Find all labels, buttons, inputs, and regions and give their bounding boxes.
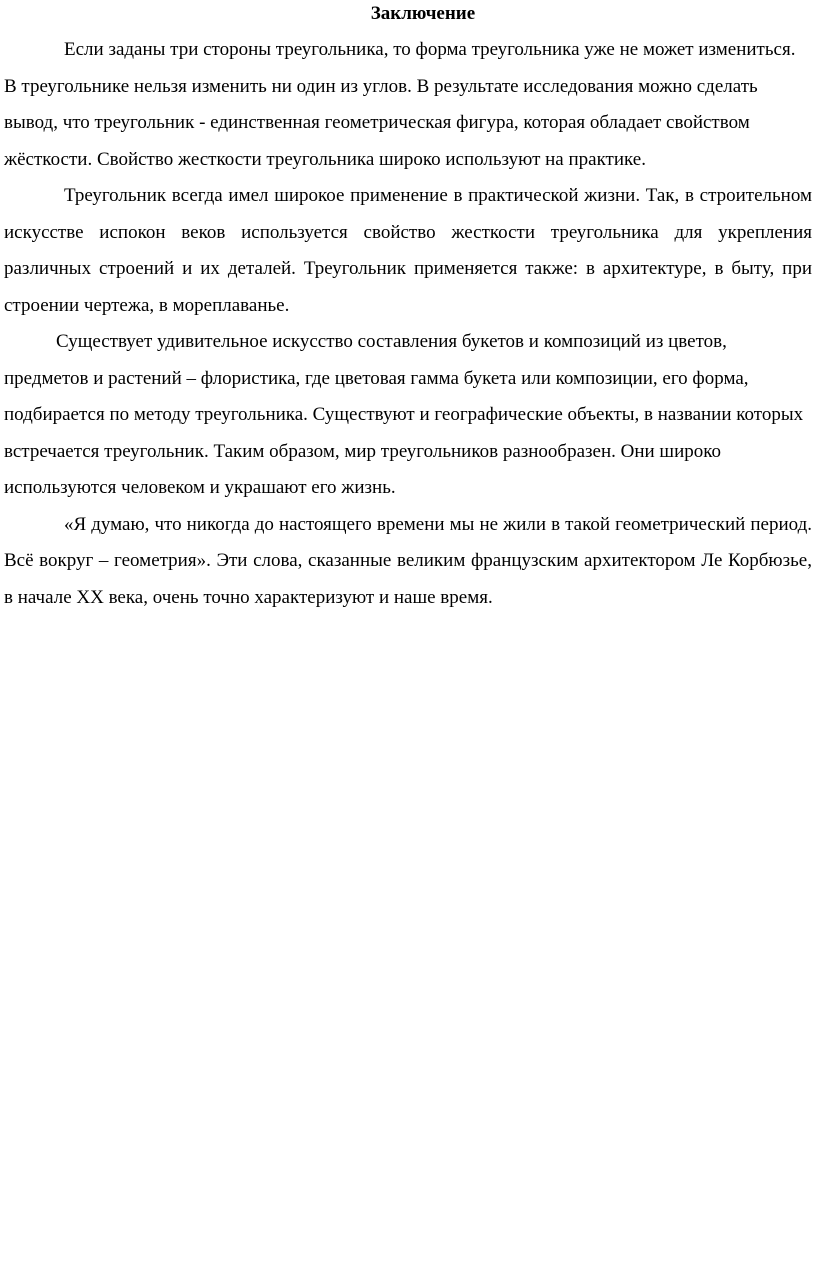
document-body	[4, 32, 812, 616]
document-title: Заключение	[370, 3, 476, 24]
paragraph-4: «Я думаю, что никогда до настоящего времени мы не жили в такой геометрический период. Всё вокруг – геометрия». Эти слова, сказанные великим французским архитектором Ле Корбюзье, в начале XX века, очень точно характеризуют и наше время.	[4, 513, 812, 608]
paragraph-1: Если заданы три стороны треугольника, то форма треугольника уже не может измениться. В треугольнике нельзя изменить ни один из углов. В результате исследования можно сделать вывод, что треугольник - единственная геометрическая фигура, которая обладает свойством жёсткости. Свойство жесткости треугольника широко используют на практике.	[4, 39, 796, 170]
paragraph-3: Существует удивительное искусство составления букетов и композиций из цветов, предметов и растений – флористика, где цветовая гамма букета или композиции, его форма, подбирается по методу треугольника. Существуют и географические объекты, в названии которых встречается треугольник. Таким образом, мир треугольников разнообразен. Они широко используются человеком и украшают его жизнь.	[4, 331, 804, 498]
paragraph-2: Треугольник всегда имел широкое применение в практической жизни. Так, в строительном искусстве испокон веков используется свойство жесткости треугольника для укрепления различных строений и их деталей. Треугольник применяется также: в архитектуре, в быту, при строении чертежа, в мореплаванье.	[4, 185, 812, 316]
